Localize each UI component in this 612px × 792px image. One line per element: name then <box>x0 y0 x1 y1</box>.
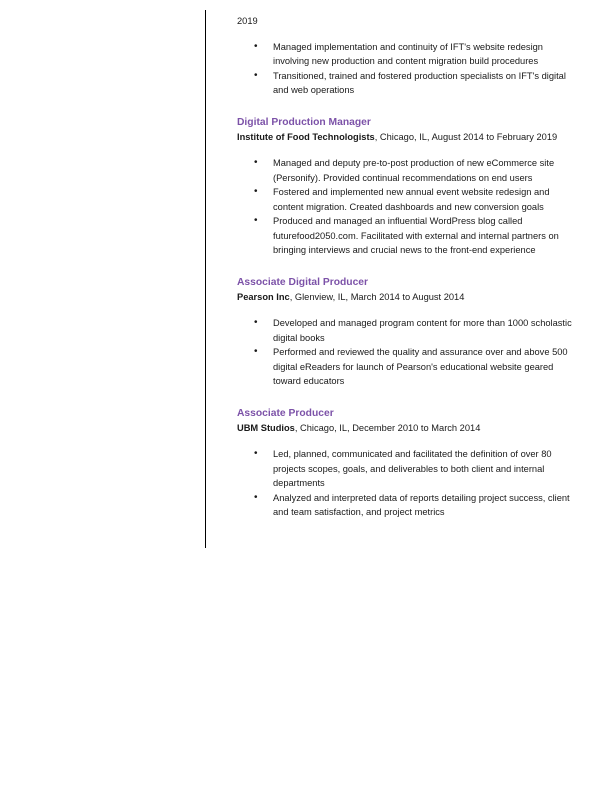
job-entry <box>237 407 577 520</box>
company-name: UBM Studios <box>237 422 295 433</box>
list-item: • Managed implementation and continuity of IFT's website redesign involving new production and content migration build procedures <box>237 40 577 69</box>
list-item: • Managed and deputy pre-to-post production of new eCommerce site (Personify). Provided continual recommendations on end users <box>237 156 577 185</box>
list-item: • Transitioned, trained and fostered production specialists on IFT's digital and web operations <box>237 69 577 98</box>
job-details: , Chicago, IL, August 2014 to February 2019 <box>374 131 558 142</box>
vertical-divider <box>205 10 206 548</box>
job-title: Digital Production Manager <box>237 116 371 128</box>
company-name: Pearson Inc <box>237 291 290 302</box>
job-title: Associate Producer <box>237 407 334 419</box>
bullet-list <box>237 156 577 258</box>
job-company-line <box>237 130 577 145</box>
list-item: • Developed and managed program content for more than 1000 scholastic digital books <box>237 316 577 345</box>
job-company-line <box>237 290 577 305</box>
list-item: • Produced and managed an influential WordPress blog called futurefood2050.com. Facilitated with external and internal partners on bringing interviews and crucial news to the front-end experience <box>237 214 577 258</box>
job-details: , Glenview, IL, March 2014 to August 2014 <box>289 291 465 302</box>
bullet-list <box>237 40 577 98</box>
job-title: Associate Digital Producer <box>237 276 369 288</box>
continued-year: 2019 <box>237 16 258 26</box>
list-item: • Performed and reviewed the quality and assurance over and above 500 digital eReaders for launch of Pearson's educational website geared toward educators <box>237 345 577 389</box>
job-company-line <box>237 421 577 436</box>
list-item: • Led, planned, communicated and facilitated the definition of over 80 projects scopes, goals, and deliverables to both client and internal departments <box>237 447 577 491</box>
job-entry <box>237 116 577 258</box>
experience-section <box>237 14 577 520</box>
list-item: • Analyzed and interpreted data of reports detailing project success, client and team satisfaction, and project metrics <box>237 491 577 520</box>
bullet-list <box>237 447 577 520</box>
bullet-list <box>237 316 577 389</box>
job-entry <box>237 276 577 389</box>
list-item: • Fostered and implemented new annual event website redesign and content migration. Created dashboards and new conversion goals <box>237 185 577 214</box>
job-details: , Chicago, IL, December 2010 to March 2014 <box>294 422 481 433</box>
company-name: Institute of Food Technologists <box>237 131 375 142</box>
